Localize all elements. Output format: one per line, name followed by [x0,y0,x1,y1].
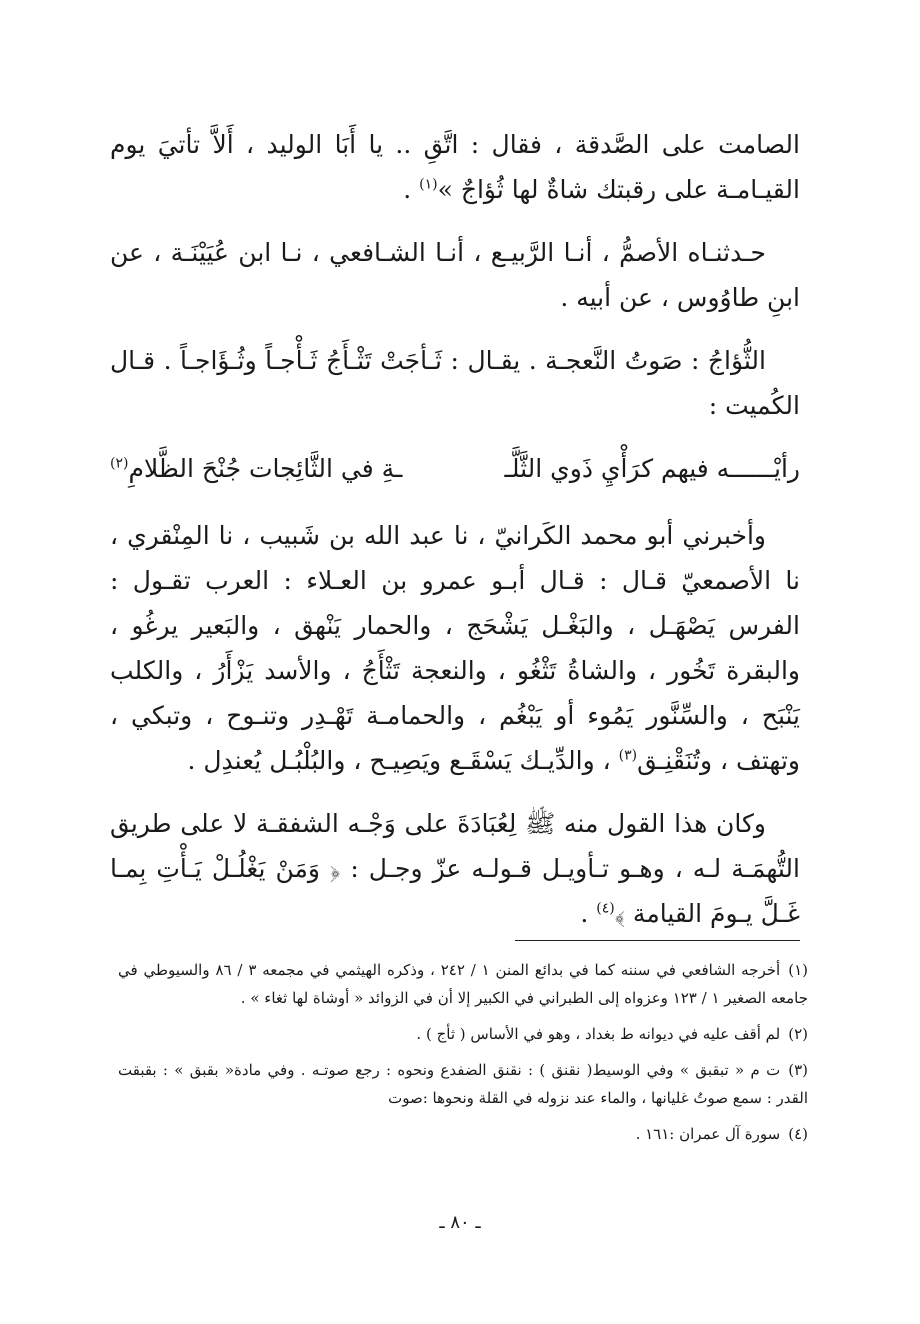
poetry-verse [110,446,800,491]
footnote-text: أخرجه الشافعي في سننه كما في بدائع المنن ١ / ٢٤٢ ، وذكره الهيثمي في مجمعه ٣ / ٨٦ والسيوطي في جامعه الصغير ١ / ١٢٣ وعزواه إلى الطبراني في الكبير إلا أن في الزوائد « أوشاة لها ثغاء » . [118,961,808,1007]
paragraph-1-end: . [403,175,420,204]
paragraph-4-text: وأخبرني أبو محمد الكَرانيّ ، نا عبد الله بن شَبيب ، نا المِنْقري ، نا الأصمعيّ قـال : قـال أبـو عمرو بن العـلاء : العرب تقـول : الفرس يَصْهَـل ، والبَغْـل يَشْحَج ، والحمار يَنْهق ، والبَعير يرغُو ، والبقرة تَخُور ، والشاةُ تَثْغُو ، والنعجة تَثْأَجُ ، والأسد يَزْأَرُ ، والكلب يَنْبَح ، والسِّنَّور يَمُوء أو يَبْغُم ، والحمامـة تَهْـدِر وتنـوح ، وتبكي ، وتهتف ، وتُنَقْنِـق [110,521,800,775]
paragraph-4-end: ، والدِّيـك يَسْقَـع ويَصِيـح ، والبُلْبُـل يُعندِل . [187,746,619,775]
footnote-3 [118,1056,808,1112]
paragraph-4 [110,513,800,783]
paragraph-1-text: الصامت على الصَّدقة ، فقال : اتَّقِ .. يا أَبَا الوليد ، أَلاَّ تأتيَ يوم القيـامـة على رقبتك شاةٌ لها ثُؤاجٌ » [110,130,800,204]
footnote-ref-4: (٤) [596,900,615,917]
page-number: ـ ٨٠ ـ [439,1212,481,1233]
verse-second-hemistich: ـةِ في الثَّائِجات جُنْحَ الظَّلامِ [128,454,403,483]
paragraph-3: الثُّؤاجُ : صَوتُ النَّعجـة . يقـال : ثَـأجَتْ تَثْـأَجُ ثَـأْجـاً وثُـؤَاجـاً . قـال الكُميت : [110,346,800,420]
footnote-number: (٢) [788,1025,808,1043]
footnote-ref-2: (٢) [110,455,129,472]
footnote-1 [118,956,808,1012]
footnote-text: لم أقف عليه في ديوانه ط بغداد ، وهو في الأساس ( ثأج ) . [416,1025,781,1043]
footnote-text: سورة آل عمران :١٦١ . [635,1125,781,1143]
footnote-number: (٤) [788,1125,808,1143]
paragraph-5-end: . [580,899,597,928]
footnote-number: (١) [788,961,808,979]
paragraph-5 [110,801,800,936]
footnote-divider [515,940,800,941]
footnotes [118,956,808,1156]
footnote-2 [118,1020,808,1048]
paragraph-2: حـدثنـاه الأصمُّ ، أنـا الرَّبيـع ، أنـا الشـافعي ، نـا ابن عُيَيْنَـة ، عن ابنِ طاوُوس ، عن أبيه . [110,238,800,312]
verse-second-hemistich-wrap [110,446,402,491]
footnote-number: (٣) [788,1061,808,1079]
verse-first-hemistich: رأيْــــــه فيهم كرَأْيِ ذَوي الثَّلَّـ [504,454,800,483]
paragraph-5-text: وكان هذا القول منه ﷺ لِعُبَادَةَ على وَجْـه الشفقـة لا على طريق التُّهمَـة لـه ، وهـو تـأويـل قـولـه عزّ وجـل : ﴿ وَمَنْ يَغْلُـلْ يَـأْتِ بِمـا غَـلَّ يـومَ القيامة ﴾ [110,809,800,928]
main-text [110,122,800,954]
footnote-ref-3: (٣) [618,747,638,764]
footnote-text: ت م « تبقبق » وفي الوسيط( نقنق ) : نقنق الضفدع ونحوه : رجع صوتـه . وفي مادة« بقبق » : بقبقت القدر : سمع صوتُ غليانها ، والماء عند نزوله في القلة ونحوها :صوت [118,1061,808,1107]
footnote-4 [118,1120,808,1148]
footnote-ref-1: (١) [419,176,438,193]
paragraph-1 [110,122,800,212]
